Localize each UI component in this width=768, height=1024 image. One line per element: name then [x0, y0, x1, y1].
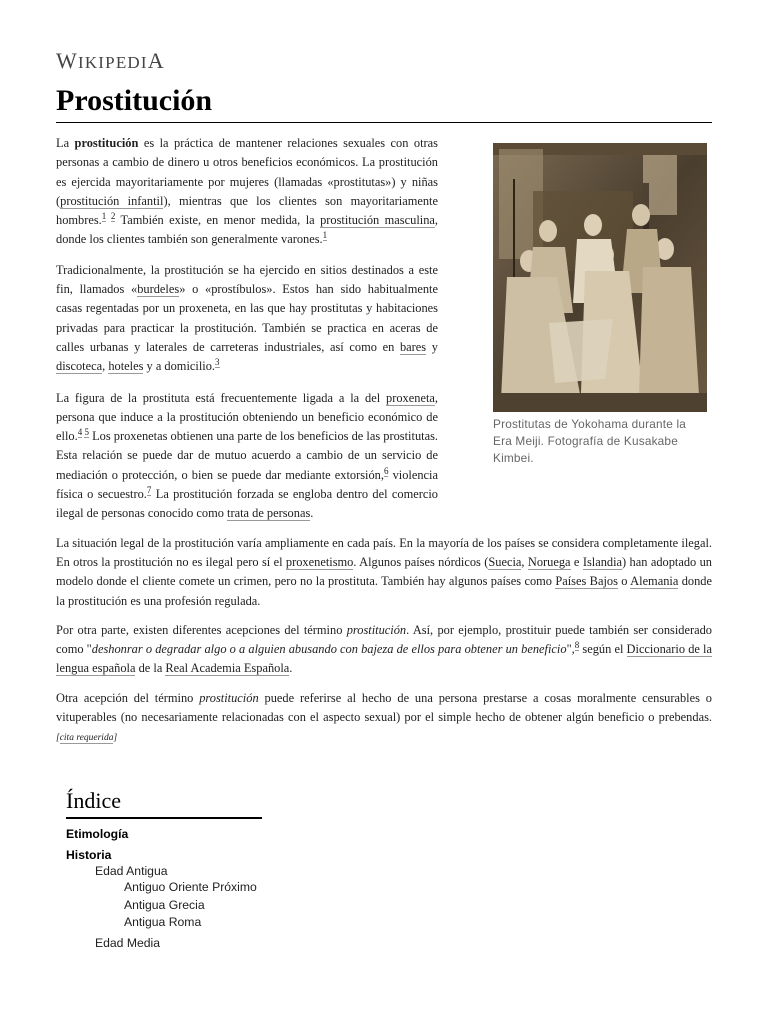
toc-item-etimologia[interactable]: Etimología [66, 827, 129, 841]
link-proxenetismo[interactable]: proxenetismo [285, 554, 354, 569]
link-noruega[interactable]: Noruega [527, 554, 571, 569]
toc-item-edad-media[interactable]: Edad Media [95, 935, 161, 950]
wikipedia-logo[interactable]: WIKIPEDIA [56, 48, 165, 73]
link-diccionario[interactable]: Diccionario de la lengua española [56, 642, 712, 676]
link-rae[interactable]: Real Academia Española [165, 661, 290, 676]
ref-7[interactable]: 7 [146, 484, 152, 495]
citation-needed[interactable]: [cita requerida] [56, 733, 118, 744]
paragraph-proxeneta: La figura de la prostituta está frecuentemente ligada a la del proxeneta, persona que induce a la prostitución obteniendo un beneficio económico de ello.$^4$ $^5$ Los proxenetas obtienen una parte de los beneficios de las prostitutas. Esta relación se puede dar de mutuo acuerdo a cambio de un servicio de mediación o protección, o bien se puede dar mediante extorsión,$^6$ violencia física o secuestro.$^7$ La prostitución forzada se engloba dentro del comercio ilegal de personas conocido como trata de personas. [56, 390, 439, 521]
toc-item-edad-antigua[interactable]: Edad Antigua [95, 864, 168, 878]
ref-3[interactable]: 3 [215, 357, 220, 368]
toc-item-roma[interactable]: Antigua Roma [124, 915, 202, 929]
article-body [56, 134, 712, 749]
ref-5[interactable]: 5 [84, 427, 89, 438]
link-discoteca[interactable]: discoteca [56, 359, 103, 374]
link-alemania[interactable]: Alemania [630, 574, 679, 589]
paragraph-acepciones: Por otra parte, existen diferentes acepciones del término prostitución. Así, por ejemplo, prostituir puede también ser considerado como "deshonrar o degradar algo o a alguien abusando con bajeza de ellos para obtener un beneficio",$^8$ según el Diccionario de la lengua española de la Real Academia Española. [56, 622, 712, 676]
paragraph-otra-acepcion: Otra acepción del término prostitución puede referirse al hecho de una persona prestarse a cosas moralmente censurables o vituperables (no necesariamente relacionadas con el aspecto sexual) por el simple hecho de obtener algún beneficio o prebendas. [cita requerida] [56, 690, 712, 744]
link-suecia[interactable]: Suecia [488, 554, 522, 569]
term-bold: prostitución [74, 136, 139, 150]
paragraph-tradicion: Tradicionalmente, la prostitución se ha ejercido en sitios destinados a este fin, llamados «burdeles» o «prostíbulos». Estos han sido habitualmente casas regentadas por un proxeneta, en las que hay prostitutas y habitaciones privadas para practicar la prostitución. También se practica en aceras de calles urbanas y laterales de carreteras industriales, así como en bares y discoteca, hoteles y a domicilio.$^3$ [56, 262, 438, 374]
link-prostitucion-infantil[interactable]: prostitución infantil [60, 193, 164, 208]
table-of-contents [66, 788, 262, 951]
link-prostitucion-masculina[interactable]: prostitución masculina [320, 213, 435, 228]
toc-item-oriente[interactable]: Antiguo Oriente Próximo [124, 880, 257, 894]
ref-4[interactable]: 4 [77, 427, 83, 438]
paragraph-legal: La situación legal de la prostitución varía ampliamente en cada país. En la mayoría de los países se considera completamente ilegal. En otros la prostitución no es ilegal pero sí el proxenetismo. Algunos países nórdicos (Suecia, Noruega e Islandia) han adoptado un modelo donde el cliente comete un crimen, pero no la prostituta. También hay algunos países como Países Bajos o Alemania donde la prostitución es una profesión regulada. [56, 535, 712, 608]
link-trata-de-personas[interactable]: trata de personas [227, 506, 311, 521]
figure-caption: Prostitutas de Yokohama durante la Era Meiji. Fotografía de Kusakabe Kimbei. [493, 417, 687, 465]
toc-item-grecia[interactable]: Antigua Grecia [124, 897, 205, 912]
paragraph-intro: La prostitución es la práctica de mantener relaciones sexuales con otras personas a cambio de dinero u otros beneficios económicos. La prostitución es ejercida mayoritariamente por mujeres (llamadas «prostitutas») y niñas (prostitución infantil), mientras que los clientes son mayoritariamente hombres.$^1$ $^2$ También existe, en menor medida, la prostitución masculina, donde los clientes también son generalmente varones.$^1$ [56, 136, 439, 247]
link-burdeles[interactable]: burdeles [137, 282, 180, 297]
link-bares[interactable]: bares [399, 339, 427, 354]
ref-1[interactable]: 1 [101, 211, 107, 222]
toc-item-historia[interactable]: Historia [66, 848, 112, 862]
link-proxeneta[interactable]: proxeneta [386, 390, 435, 405]
link-paises-bajos[interactable]: Países Bajos [555, 574, 618, 589]
toc-heading: Índice [66, 788, 262, 819]
link-islandia[interactable]: Islandia [582, 554, 623, 569]
ref-2[interactable]: 2 [110, 211, 116, 222]
link-hoteles[interactable]: hoteles [108, 359, 144, 374]
ref-8[interactable]: 8 [574, 640, 580, 650]
ref-6[interactable]: 6 [383, 465, 389, 476]
ref-1b[interactable]: 1 [322, 230, 328, 241]
page-title: Prostitución [56, 84, 712, 123]
